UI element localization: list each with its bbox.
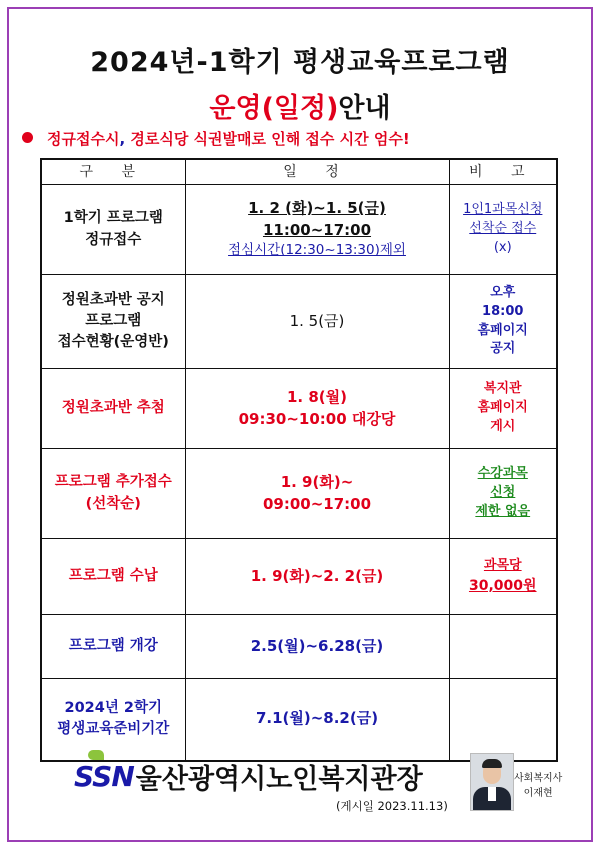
row-schedule: 1. 2 (화)~1. 5(금) 11:00~17:00 점심시간(12:30~13:30)제외 — [185, 185, 449, 275]
row-note: 오후 18:00 홈페이지 공지 — [449, 275, 557, 369]
row-category: 2024년 2학기 평생교육준비기간 — [41, 679, 185, 761]
page-title: 2024년-1학기 평생교육프로그램 — [90, 47, 510, 78]
row-category: 정원초과반 추첨 — [41, 369, 185, 449]
notice-part2: 경로식당 식권발매로 인해 접수 시간 엄수! — [125, 130, 410, 148]
notice-part1: 정규접수시 — [47, 130, 120, 148]
table-row — [41, 615, 557, 679]
row-schedule: 7.1(월)~8.2(금) — [185, 679, 449, 761]
table-row — [41, 275, 557, 369]
header-category: 구 분 — [41, 159, 185, 185]
table-header-row — [41, 159, 557, 185]
row-category: 프로그램 개강 — [41, 615, 185, 679]
staff-name: 이재현 — [523, 788, 553, 799]
row-schedule: 1. 5(금) — [185, 275, 449, 369]
schedule-table — [40, 158, 558, 762]
row-schedule: 1. 9(화)~2. 2(금) — [185, 539, 449, 615]
ssn-logo: SSN — [74, 760, 134, 793]
row-note: 과목당 30,000원 — [449, 539, 557, 615]
row-note: 복지관 홈페이지 게시 — [449, 369, 557, 449]
table-row — [41, 539, 557, 615]
leaf-icon — [88, 750, 104, 760]
table-row — [41, 679, 557, 761]
row-note: 1인1과목신청 선착순 접수 (x) — [449, 185, 557, 275]
row-schedule: 1. 8(월) 09:30~10:00 대강당 — [185, 369, 449, 449]
organization-name: 울산광역시노인복지관장 — [135, 764, 423, 795]
notice-line — [22, 128, 410, 149]
staff-photo — [470, 753, 514, 811]
posted-date: (게시일 2023.11.13) — [336, 799, 448, 813]
subtitle-red-part: 운영(일정) — [209, 93, 339, 124]
header-schedule: 일 정 — [185, 159, 449, 185]
bullet-dot-icon — [22, 132, 33, 143]
footer-org — [74, 757, 423, 793]
row-note: 수강과목 신청 제한 없음 — [449, 449, 557, 539]
row-note — [449, 679, 557, 761]
row-schedule: 2.5(월)~6.28(금) — [185, 615, 449, 679]
header-note: 비 고 — [449, 159, 557, 185]
row-category: 정원초과반 공지 프로그램 접수현황(운영반) — [41, 275, 185, 369]
staff-title: 사회복지사 — [514, 773, 563, 784]
page-subtitle — [0, 86, 600, 125]
notice-comma: , — [119, 130, 126, 148]
staff-credit — [514, 771, 562, 801]
row-category: 1학기 프로그램 정규접수 — [41, 185, 185, 275]
row-category: 프로그램 수납 — [41, 539, 185, 615]
row-note — [449, 615, 557, 679]
row-schedule: 1. 9(화)~ 09:00~17:00 — [185, 449, 449, 539]
row-category: 프로그램 추가접수 (선착순) — [41, 449, 185, 539]
subtitle-black-part: 안내 — [338, 93, 391, 124]
table-row — [41, 449, 557, 539]
table-row — [41, 369, 557, 449]
table-row — [41, 185, 557, 275]
